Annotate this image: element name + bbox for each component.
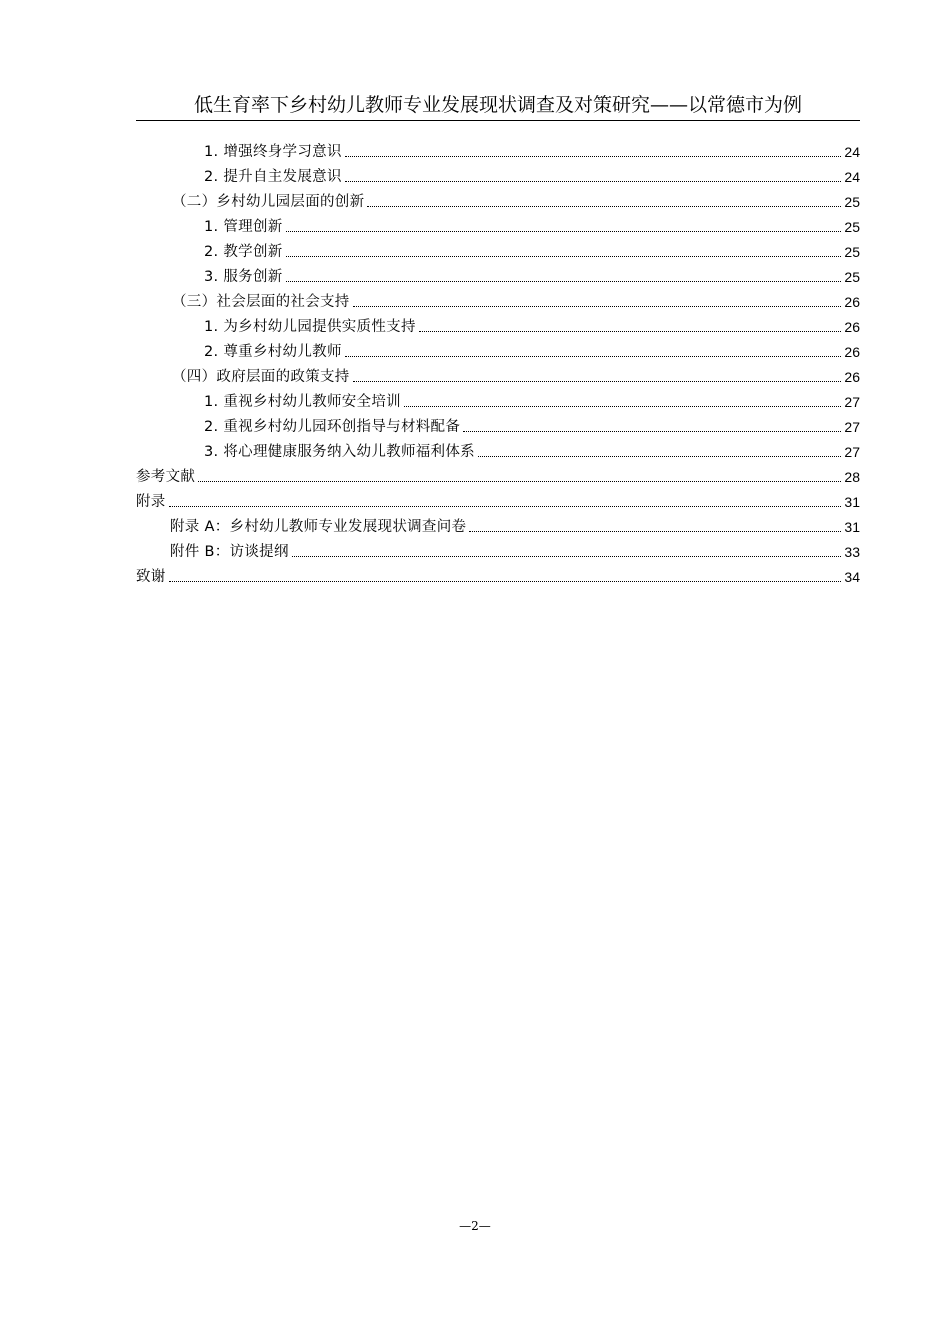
toc-entry-label: （四）政府层面的政策支持 [172, 369, 350, 385]
toc-entry-page: 25 [844, 244, 860, 260]
toc-entry[interactable] [136, 187, 860, 212]
table-of-contents [136, 137, 860, 587]
toc-dot-leader [286, 281, 842, 282]
toc-entry-label: 2. 尊重乡村幼儿教师 [204, 344, 342, 360]
toc-dot-leader [169, 506, 842, 507]
toc-entry[interactable] [136, 237, 860, 262]
toc-entry-label: 1. 增强终身学习意识 [204, 144, 342, 160]
toc-entry[interactable] [136, 437, 860, 462]
toc-entry-label: 附件 B：访谈提纲 [170, 544, 289, 560]
toc-dot-leader [353, 306, 842, 307]
toc-entry-page: 25 [844, 269, 860, 285]
toc-dot-leader [463, 431, 841, 432]
toc-entry-label: 1. 为乡村幼儿园提供实质性支持 [204, 319, 416, 335]
toc-entry-page: 25 [844, 194, 860, 210]
toc-entry-label: 1. 管理创新 [204, 219, 283, 235]
toc-dot-leader [478, 456, 841, 457]
toc-dot-leader [169, 581, 842, 582]
toc-entry-label: （二）乡村幼儿园层面的创新 [172, 194, 365, 210]
toc-entry[interactable] [136, 387, 860, 412]
toc-dot-leader [286, 256, 842, 257]
toc-dot-leader [286, 231, 842, 232]
toc-dot-leader [345, 156, 842, 157]
toc-entry-page: 25 [844, 219, 860, 235]
toc-entry[interactable] [136, 162, 860, 187]
toc-entry-label: 2. 提升自主发展意识 [204, 169, 342, 185]
toc-entry-page: 31 [844, 494, 860, 510]
toc-entry-label: 3. 将心理健康服务纳入幼儿教师福利体系 [204, 444, 475, 460]
toc-entry[interactable] [136, 487, 860, 512]
toc-entry-label: 2. 重视乡村幼儿园环创指导与材料配备 [204, 419, 461, 435]
toc-entry-page: 28 [844, 469, 860, 485]
toc-entry[interactable] [136, 562, 860, 587]
toc-dot-leader [345, 356, 842, 357]
toc-entry-label: 附录 [136, 494, 166, 510]
toc-entry-label: （三）社会层面的社会支持 [172, 294, 350, 310]
toc-entry[interactable] [136, 512, 860, 537]
toc-entry-page: 31 [844, 519, 860, 535]
toc-entry-label: 附录 A：乡村幼儿教师专业发展现状调查问卷 [170, 519, 467, 535]
toc-entry[interactable] [136, 312, 860, 337]
toc-entry[interactable] [136, 362, 860, 387]
toc-entry-page: 27 [844, 394, 860, 410]
toc-dot-leader [198, 481, 841, 482]
toc-dot-leader [353, 381, 842, 382]
toc-entry[interactable] [136, 137, 860, 162]
header-divider [136, 120, 860, 121]
toc-dot-leader [469, 531, 841, 532]
toc-entry-page: 24 [844, 169, 860, 185]
toc-entry-page: 34 [844, 569, 860, 585]
toc-entry-page: 27 [844, 419, 860, 435]
toc-entry-page: 26 [844, 319, 860, 335]
toc-entry[interactable] [136, 412, 860, 437]
toc-entry[interactable] [136, 537, 860, 562]
toc-entry-label: 参考文献 [136, 469, 196, 485]
toc-entry-label: 1. 重视乡村幼儿教师安全培训 [204, 394, 401, 410]
toc-entry-page: 24 [844, 144, 860, 160]
toc-dot-leader [345, 181, 842, 182]
toc-entry[interactable] [136, 212, 860, 237]
toc-entry-label: 2. 教学创新 [204, 244, 283, 260]
toc-dot-leader [419, 331, 842, 332]
page-header-title: 低生育率下乡村幼儿教师专业发展现状调查及对策研究——以常德市为例 [193, 94, 802, 116]
toc-entry[interactable] [136, 462, 860, 487]
toc-entry-label: 致谢 [136, 569, 166, 585]
toc-entry-page: 26 [844, 369, 860, 385]
toc-entry-label: 3. 服务创新 [204, 269, 283, 285]
toc-entry[interactable] [136, 262, 860, 287]
toc-entry-page: 26 [844, 344, 860, 360]
page-number: —2— [459, 1219, 491, 1233]
toc-dot-leader [404, 406, 841, 407]
toc-dot-leader [292, 556, 842, 557]
toc-entry[interactable] [136, 287, 860, 312]
toc-entry-page: 26 [844, 294, 860, 310]
toc-dot-leader [367, 206, 841, 207]
toc-entry-page: 33 [844, 544, 860, 560]
toc-entry[interactable] [136, 337, 860, 362]
toc-entry-page: 27 [844, 444, 860, 460]
